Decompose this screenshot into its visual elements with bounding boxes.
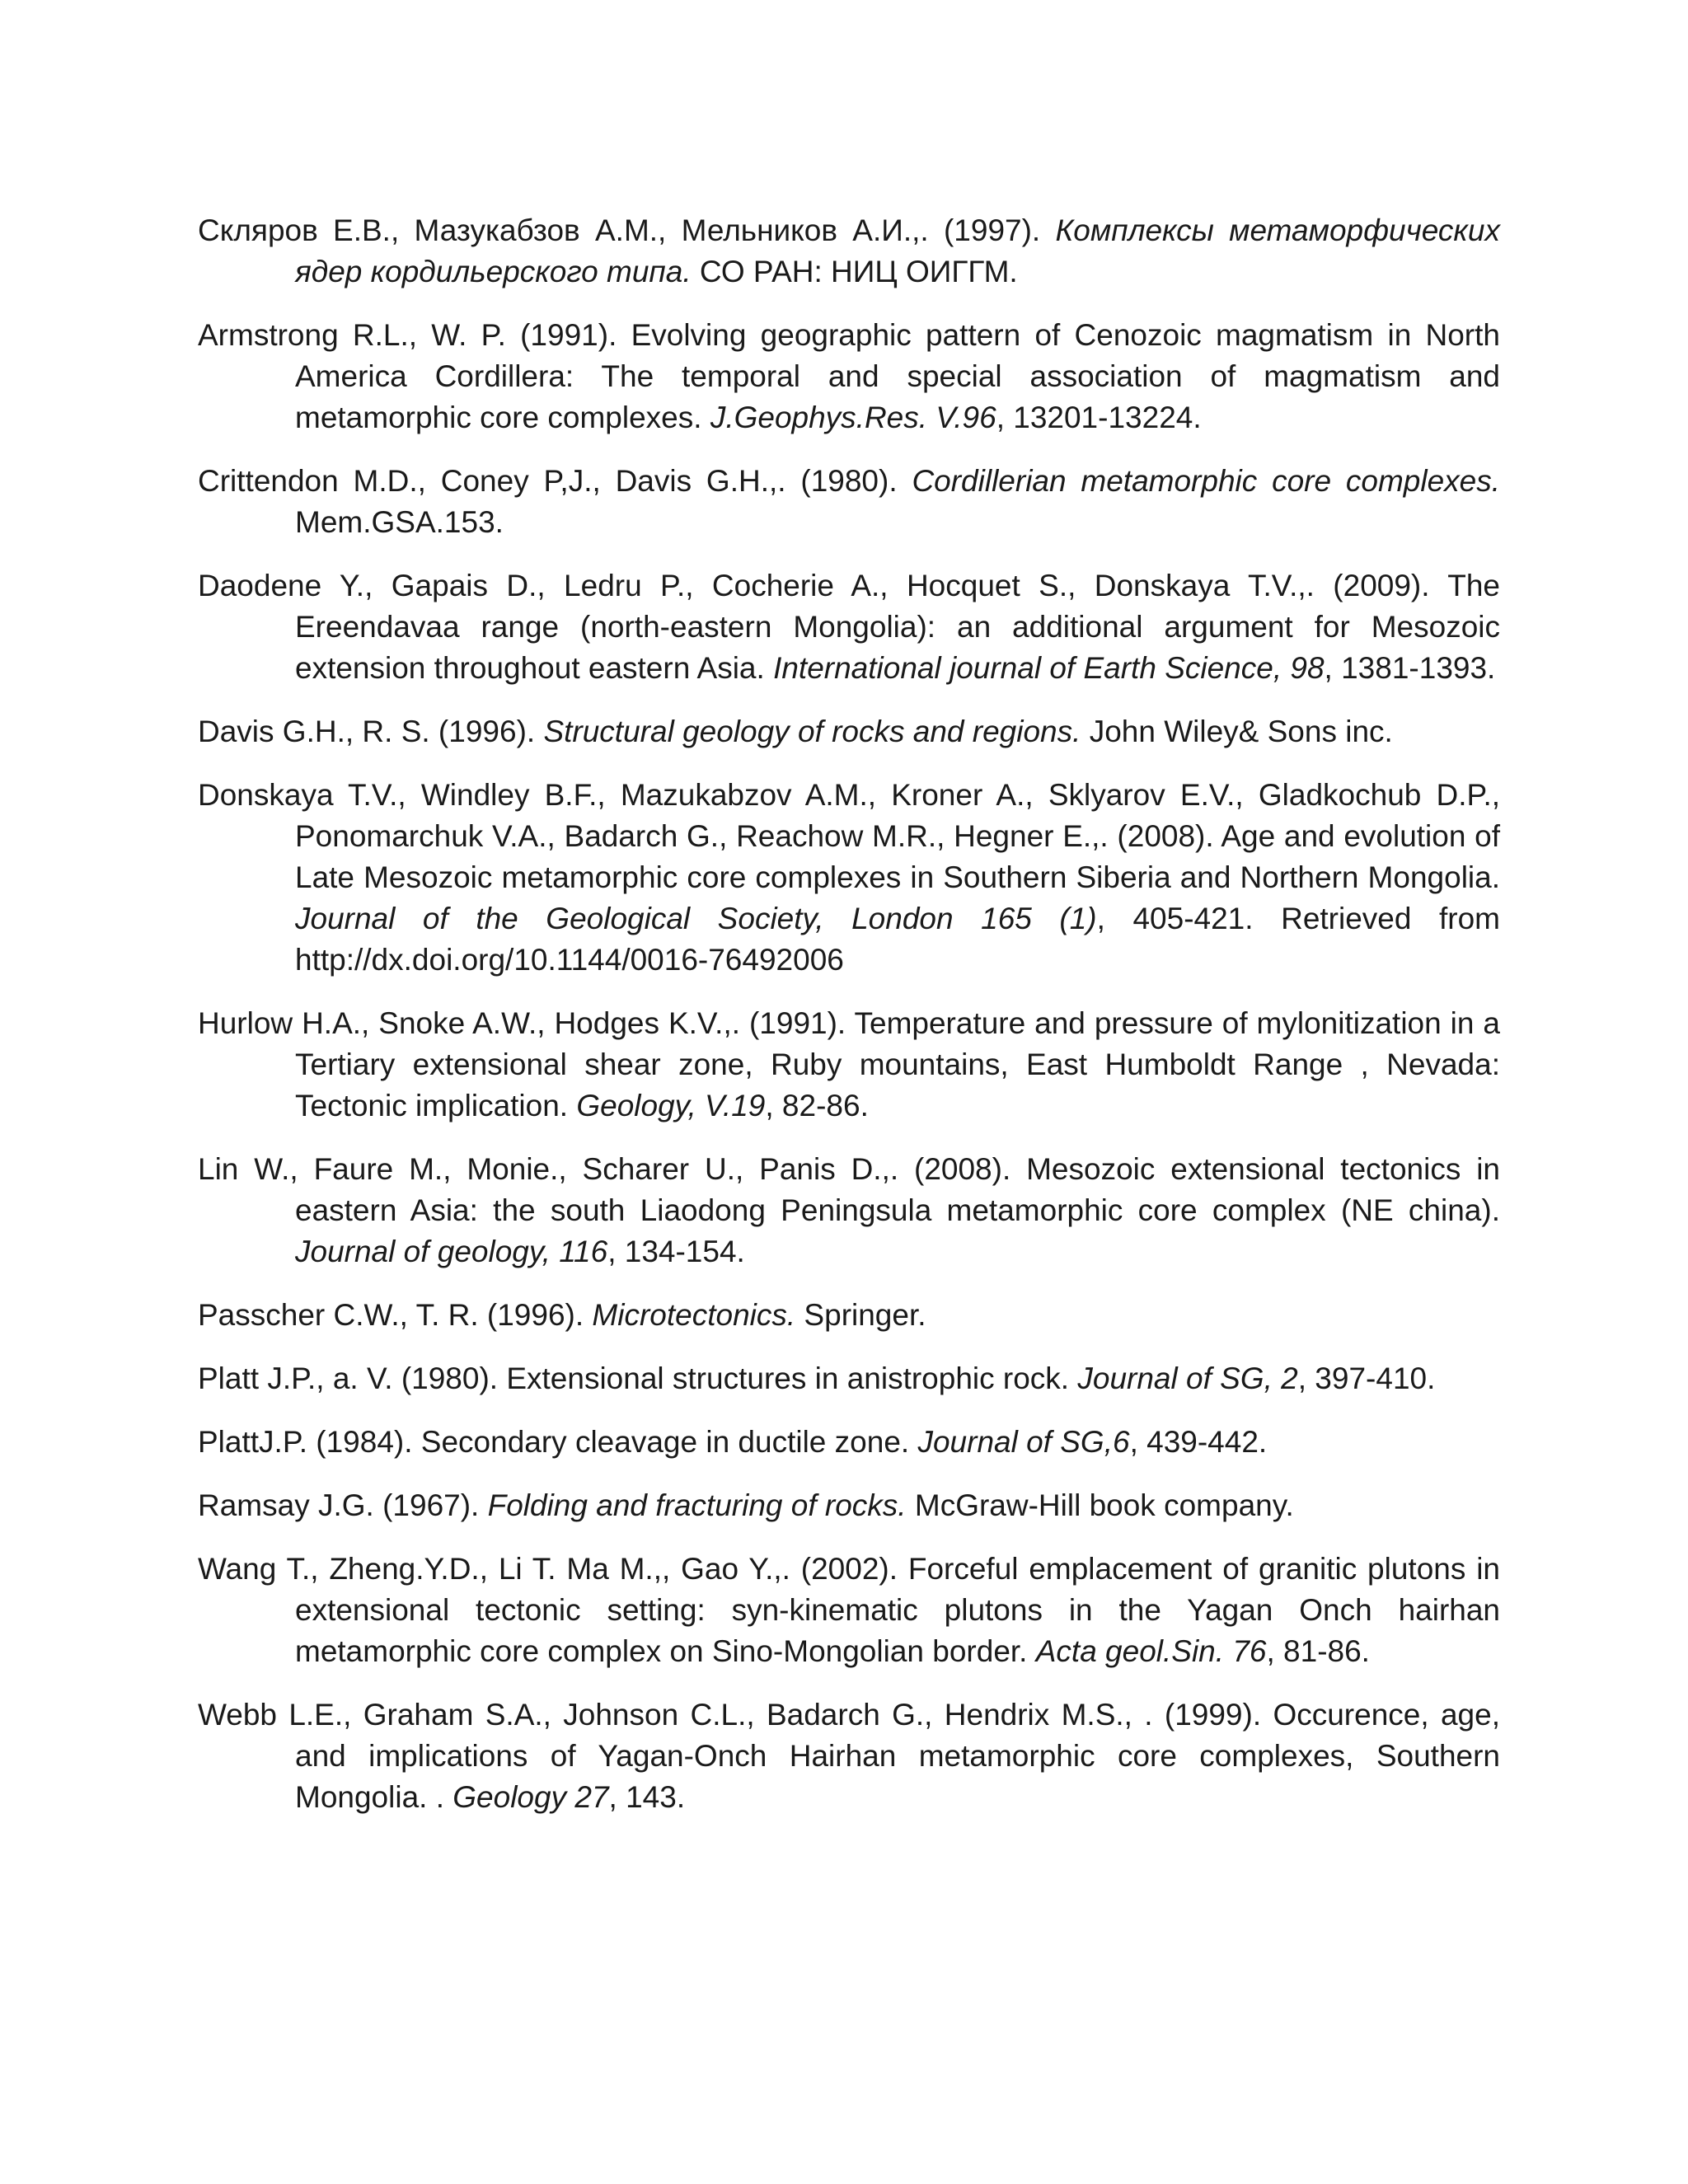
reference-text: Donskaya T.V., Windley B.F., Mazukabzov A.M., Kroner A., Sklyarov E.V., Gladkochub D.P., Ponomarchuk V.A., Badarch G., Reachow M.R., Hegner E.,. (2008). Age and evolution of Late Mesozoic metamorphic core complexes in Southern Siberia and Northern Mongolia. (198, 778, 1500, 894)
reference-text: , 405-421. Retrieved from http://dx.doi.org/10.1144/0016-76492006 (295, 902, 1500, 977)
reference-entry (198, 711, 1500, 752)
reference-text: Mem.GSA.153. (295, 505, 504, 539)
reference-entry (198, 1003, 1500, 1127)
reference-title-italic: Journal of the Geological Society, London 165 (1) (295, 902, 1097, 935)
reference-entry (198, 1485, 1500, 1526)
reference-entry (198, 775, 1500, 981)
reference-text: Armstrong R.L., W. P. (1991). Evolving geographic pattern of Cenozoic magmatism in North America Cordillera: The temporal and special association of magmatism and metamorphic core complexes. (198, 318, 1500, 434)
reference-entry (198, 1295, 1500, 1336)
reference-entry (198, 1694, 1500, 1818)
reference-entry (198, 1422, 1500, 1463)
reference-entry (198, 565, 1500, 689)
reference-text: John Wiley& Sons inc. (1081, 715, 1393, 748)
reference-text: , 143. (608, 1780, 686, 1814)
reference-text: Davis G.H., R. S. (1996). (198, 715, 544, 748)
reference-title-italic: Journal of SG,6 (917, 1425, 1130, 1459)
reference-list (198, 210, 1500, 1840)
reference-title-italic: J.Geophys.Res. V.96 (710, 401, 996, 434)
reference-title-italic: Journal of SG, 2 (1077, 1361, 1298, 1395)
reference-title-italic: Cordillerian metamorphic core complexes. (912, 464, 1501, 498)
reference-text: Lin W., Faure M., Monie., Scharer U., Panis D.,. (2008). Mesozoic extensional tectonics in eastern Asia: the south Liaodong Peningsula metamorphic core complex (NE china). (198, 1152, 1500, 1227)
reference-entry (198, 210, 1500, 293)
reference-entry (198, 1358, 1500, 1399)
reference-title-italic: International journal of Earth Science, 98 (773, 651, 1325, 685)
reference-entry (198, 461, 1500, 543)
reference-title-italic: Structural geology of rocks and regions. (543, 715, 1081, 748)
reference-text: Platt J.P., a. V. (1980). Extensional structures in anistrophic rock. (198, 1361, 1078, 1395)
reference-text: , 439-442. (1129, 1425, 1268, 1459)
reference-title-italic: Geology, V.19 (576, 1089, 766, 1122)
reference-text: PlattJ.P. (1984). Secondary cleavage in ductile zone. (198, 1425, 918, 1459)
reference-text: Ramsay J.G. (1967). (198, 1488, 488, 1522)
reference-entry (198, 1149, 1500, 1272)
reference-entry (198, 315, 1500, 438)
reference-text: , 81-86. (1266, 1634, 1370, 1668)
reference-text: , 134-154. (607, 1235, 745, 1268)
reference-text: McGraw-Hill book company. (906, 1488, 1294, 1522)
reference-title-italic: Journal of geology, 116 (295, 1235, 608, 1268)
reference-text: Wang T., Zheng.Y.D., Li T. Ma M.,, Gao Y.,. (2002). Forceful emplacement of granitic plutons in extensional tectonic setting: syn-kinematic plutons in the Yagan Onch hairhan metamorphic core complex on Sino-Mongolian border. (198, 1552, 1500, 1668)
reference-text: СО РАН: НИЦ ОИГГМ. (691, 255, 1018, 288)
reference-title-italic: Geology 27 (452, 1780, 609, 1814)
reference-text: Passcher C.W., T. R. (1996). (198, 1298, 593, 1332)
reference-title-italic: Acta geol.Sin. 76 (1035, 1634, 1267, 1668)
reference-entry (198, 1549, 1500, 1672)
reference-title-italic: Microtectonics. (592, 1298, 796, 1332)
reference-text: Crittendon M.D., Coney P,J., Davis G.H.,. (1980). (198, 464, 912, 498)
reference-text: Daodene Y., Gapais D., Ledru P., Cocherie A., Hocquet S., Donskaya T.V.,. (2009). The Ereendavaa range (north-eastern Mongolia): an additional argument for Mesozoic extension throughout eastern Asia. (198, 569, 1500, 685)
reference-text: Springer. (795, 1298, 926, 1332)
reference-text: Webb L.E., Graham S.A., Johnson C.L., Badarch G., Hendrix M.S., . (1999). Occurence, age, and implications of Yagan-Onch Hairhan metamorphic core complexes, Southern Mongolia. . (198, 1698, 1500, 1814)
reference-text: , 1381-1393. (1324, 651, 1496, 685)
reference-text: Скляров Е.В., Мазукабзов А.М., Мельников А.И.,. (1997). (198, 213, 1056, 247)
reference-text: , 13201-13224. (996, 401, 1202, 434)
reference-title-italic: Folding and fracturing of rocks. (487, 1488, 907, 1522)
reference-text: , 397-410. (1297, 1361, 1436, 1395)
reference-text: Hurlow H.A., Snoke A.W., Hodges K.V.,. (1991). Temperature and pressure of mylonitization in a Tertiary extensional shear zone, Ruby mountains, East Humboldt Range , Nevada: Tectonic implication. (198, 1006, 1500, 1122)
reference-text: , 82-86. (765, 1089, 869, 1122)
reference-title-italic: Комплексы метаморфических ядер кордильерского типа. (295, 213, 1500, 288)
